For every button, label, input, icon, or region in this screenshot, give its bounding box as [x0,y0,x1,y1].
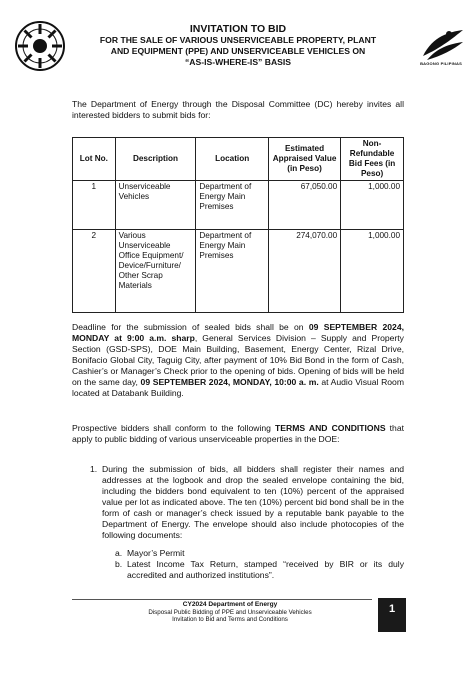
term-number: 1. [90,464,98,474]
sub-item-text: Mayor’s Permit [127,548,185,558]
sub-item-letter: b. [115,559,123,569]
footer-line-1: CY2024 Department of Energy [182,601,278,608]
appraised-value-cell: 274,070.00 [268,230,340,313]
header-appraised-value: Estimated Appraised Value (in Peso) [268,138,340,181]
bagong-pilipinas-logo [419,26,465,62]
prospective-bidders-paragraph [72,423,404,445]
footer-divider [72,599,372,600]
lot-no-cell: 2 [73,230,116,313]
sub-item-a [115,548,404,559]
header-line-3: AND EQUIPMENT (PPE) AND UNSERVICEABLE VEHICLES ON [110,46,366,56]
page-number: 1 [378,598,406,632]
table-row [73,230,404,313]
term-item-1 [90,464,404,541]
footer-line-2: Disposal Public Bidding of PPE and Unserviceable Vehicles [148,608,312,616]
description-cell: Various Unserviceable Office Equipment/ Device/Furniture/ Other Scrap Materials [115,230,196,313]
location-cell: Department of Energy Main Premises [196,230,269,313]
header-bid-fees: Non-Refundable Bid Fees (in Peso) [341,138,404,181]
deadline-date-bold: 09 SEPTEMBER 2024, MONDAY at 9:00 a.m. sharp [72,322,404,343]
description-cell: Unserviceable Vehicles [115,181,196,230]
sub-item-letter: a. [115,548,123,558]
document-title: INVITATION TO BID [189,23,287,35]
header-line-2: FOR THE SALE OF VARIOUS UNSERVICEABLE PROPERTY, PLANT [99,35,377,45]
location-cell: Department of Energy Main Premises [196,181,269,230]
appraised-value-cell: 67,050.00 [268,181,340,230]
deadline-paragraph [72,322,404,399]
term-text: During the submission of bids, all bidders shall register their names and addresses at the logbook and drop the sealed envelope containing the bid, including the bidders bond equivalent to ten (10%) percent of the appraised value per lot as indicated above. The ten (10%) percent bid bond shall be in the form of cash or manager’s check issued by a reputable bank payable to the Department of Energy. The envelope should also include photocopies of the following documents: [102,464,404,540]
header-location: Location [196,138,269,181]
prospect-text-1: Prospective bidders shall conform to the following [72,423,276,433]
deadline-text-3: at Audio Visual Room located at Databank Building. [72,377,404,398]
page-footer [90,601,370,624]
lot-no-cell: 1 [73,181,116,230]
bagong-pilipinas-text: BAGONG PILIPINAS [420,61,462,66]
sub-item-text: Latest Income Tax Return, stamped “received by BIR or its duly accredited and authorized institutions”. [127,559,404,580]
table-header-row [73,138,404,181]
intro-paragraph: The Department of Energy through the Disposal Committee (DC) hereby invites all interested bidders to submit bids for: [72,99,404,120]
bid-fee-cell: 1,000.00 [341,181,404,230]
footer-line-3: Invitation to Bid and Terms and Conditions [172,616,288,623]
prospect-text-2: that apply to public bidding of various unserviceable properties in the DOE: [72,423,404,444]
opening-date-bold: 09 SEPTEMBER 2024, MONDAY, 10:00 a. m. [140,377,319,387]
doe-seal-logo [14,20,66,72]
deadline-text-2: , General Services Division – Supply and Property Section (GSD-SPS), DOE Main Building, Basement, Energy Center, Rizal Drive, Bonifacio Global City, Taguig City, after payment of 10% Bid Bond in the form of Cash, Cashier’s or Manager’s Check prior to the opening of bids. Opening of bids will be held on the same day, [72,333,404,387]
table-row [73,181,404,230]
header-description: Description [115,138,196,181]
header-line-4: “AS-IS-WHERE-IS” BASIS [185,57,291,67]
header-lot-no: Lot No. [73,138,116,181]
document-header [70,24,406,68]
deadline-text-1: Deadline for the submission of sealed bids shall be on [72,322,309,332]
sub-item-b [115,559,404,581]
terms-and-conditions-bold: TERMS AND CONDITIONS [275,423,386,433]
bid-fee-cell: 1,000.00 [341,230,404,313]
bids-table [72,137,404,313]
